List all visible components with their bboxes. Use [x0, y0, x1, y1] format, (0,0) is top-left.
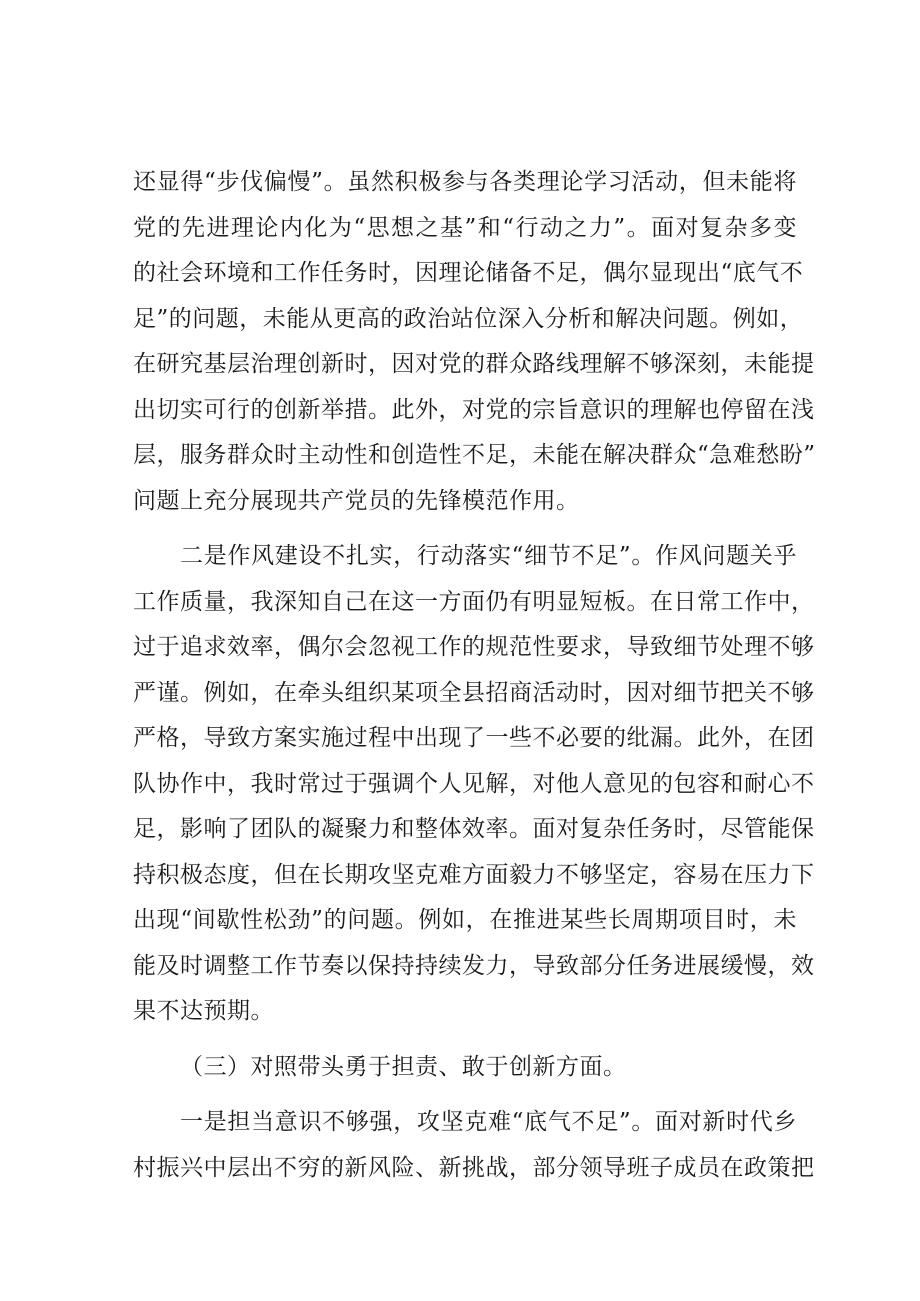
text-line: 工作质量，我深知自己在这一方面仍有明显短板。在日常工作中， — [133, 588, 815, 615]
text-line: 队协作中，我时常过于强调个人见解，对他人意见的包容和耐心不 — [133, 770, 815, 797]
paragraph-work-style — [133, 534, 815, 1035]
text-line: 出现“间歇性松劲”的问题。例如，在推进某些长周期项目时，未 — [133, 907, 797, 933]
text-line: 能及时调整工作节奏以保持持续发力，导致部分任务进展缓慢，效 — [133, 952, 815, 979]
text-line: 过于追求效率，偶尔会忽视工作的规范性要求，导致细节处理不够 — [133, 634, 815, 660]
text-line: 足，影响了团队的凝聚力和整体效率。面对复杂任务时，尽管能保 — [133, 816, 815, 842]
text-line: 还显得“步伐偏慢”。虽然积极参与各类理论学习活动，但未能将 — [133, 169, 797, 195]
text-line: 二是作风建设不扎实，行动落实“细节不足”。作风问题关乎 — [180, 543, 797, 569]
section-heading-text: （三）对照带头勇于担责、敢于创新方面。 — [180, 1053, 627, 1080]
text-line: 足”的问题，未能从更高的政治站位深入分析和解决问题。例如， — [133, 305, 804, 332]
text-line: 党的先进理论内化为“思想之基”和“行动之力”。面对复杂多变 — [133, 214, 797, 241]
text-line: 持积极态度，但在长期攻坚克难方面毅力不够坚定，容易在压力下 — [133, 861, 815, 888]
text-line: 果不达预期。 — [133, 998, 274, 1024]
text-line: 出切实可行的创新举措。此外，对党的宗旨意识的理解也停留在浅 — [133, 396, 815, 423]
text-line: 的社会环境和工作任务时，因理论储备不足，偶尔显现出“底气不 — [133, 260, 804, 286]
text-line: 村振兴中层出不穷的新风险、新挑战，部分领导班子成员在政策把 — [133, 1154, 815, 1181]
text-line: 层，服务群众时主动性和创造性不足，未能在解决群众“急难愁盼” — [133, 442, 816, 468]
text-line: 问题上充分展现共产党员的先锋模范作用。 — [133, 487, 580, 514]
document-body — [133, 160, 816, 1191]
text-line: 严谨。例如，在牵头组织某项全县招商活动时，因对细节把关不够 — [133, 679, 815, 706]
text-line: 严格，导致方案实施过程中出现了一些不必要的纰漏。此外，在团 — [133, 725, 815, 751]
paragraph-theory-study — [133, 160, 816, 524]
paragraph-responsibility — [133, 1100, 815, 1191]
text-line: 在研究基层治理创新时，因对党的群众路线理解不够深刻，未能提 — [133, 351, 815, 377]
section-heading — [133, 1045, 797, 1091]
text-line: 一是担当意识不够强，攻坚克难“底气不足”。面对新时代乡 — [180, 1109, 797, 1135]
